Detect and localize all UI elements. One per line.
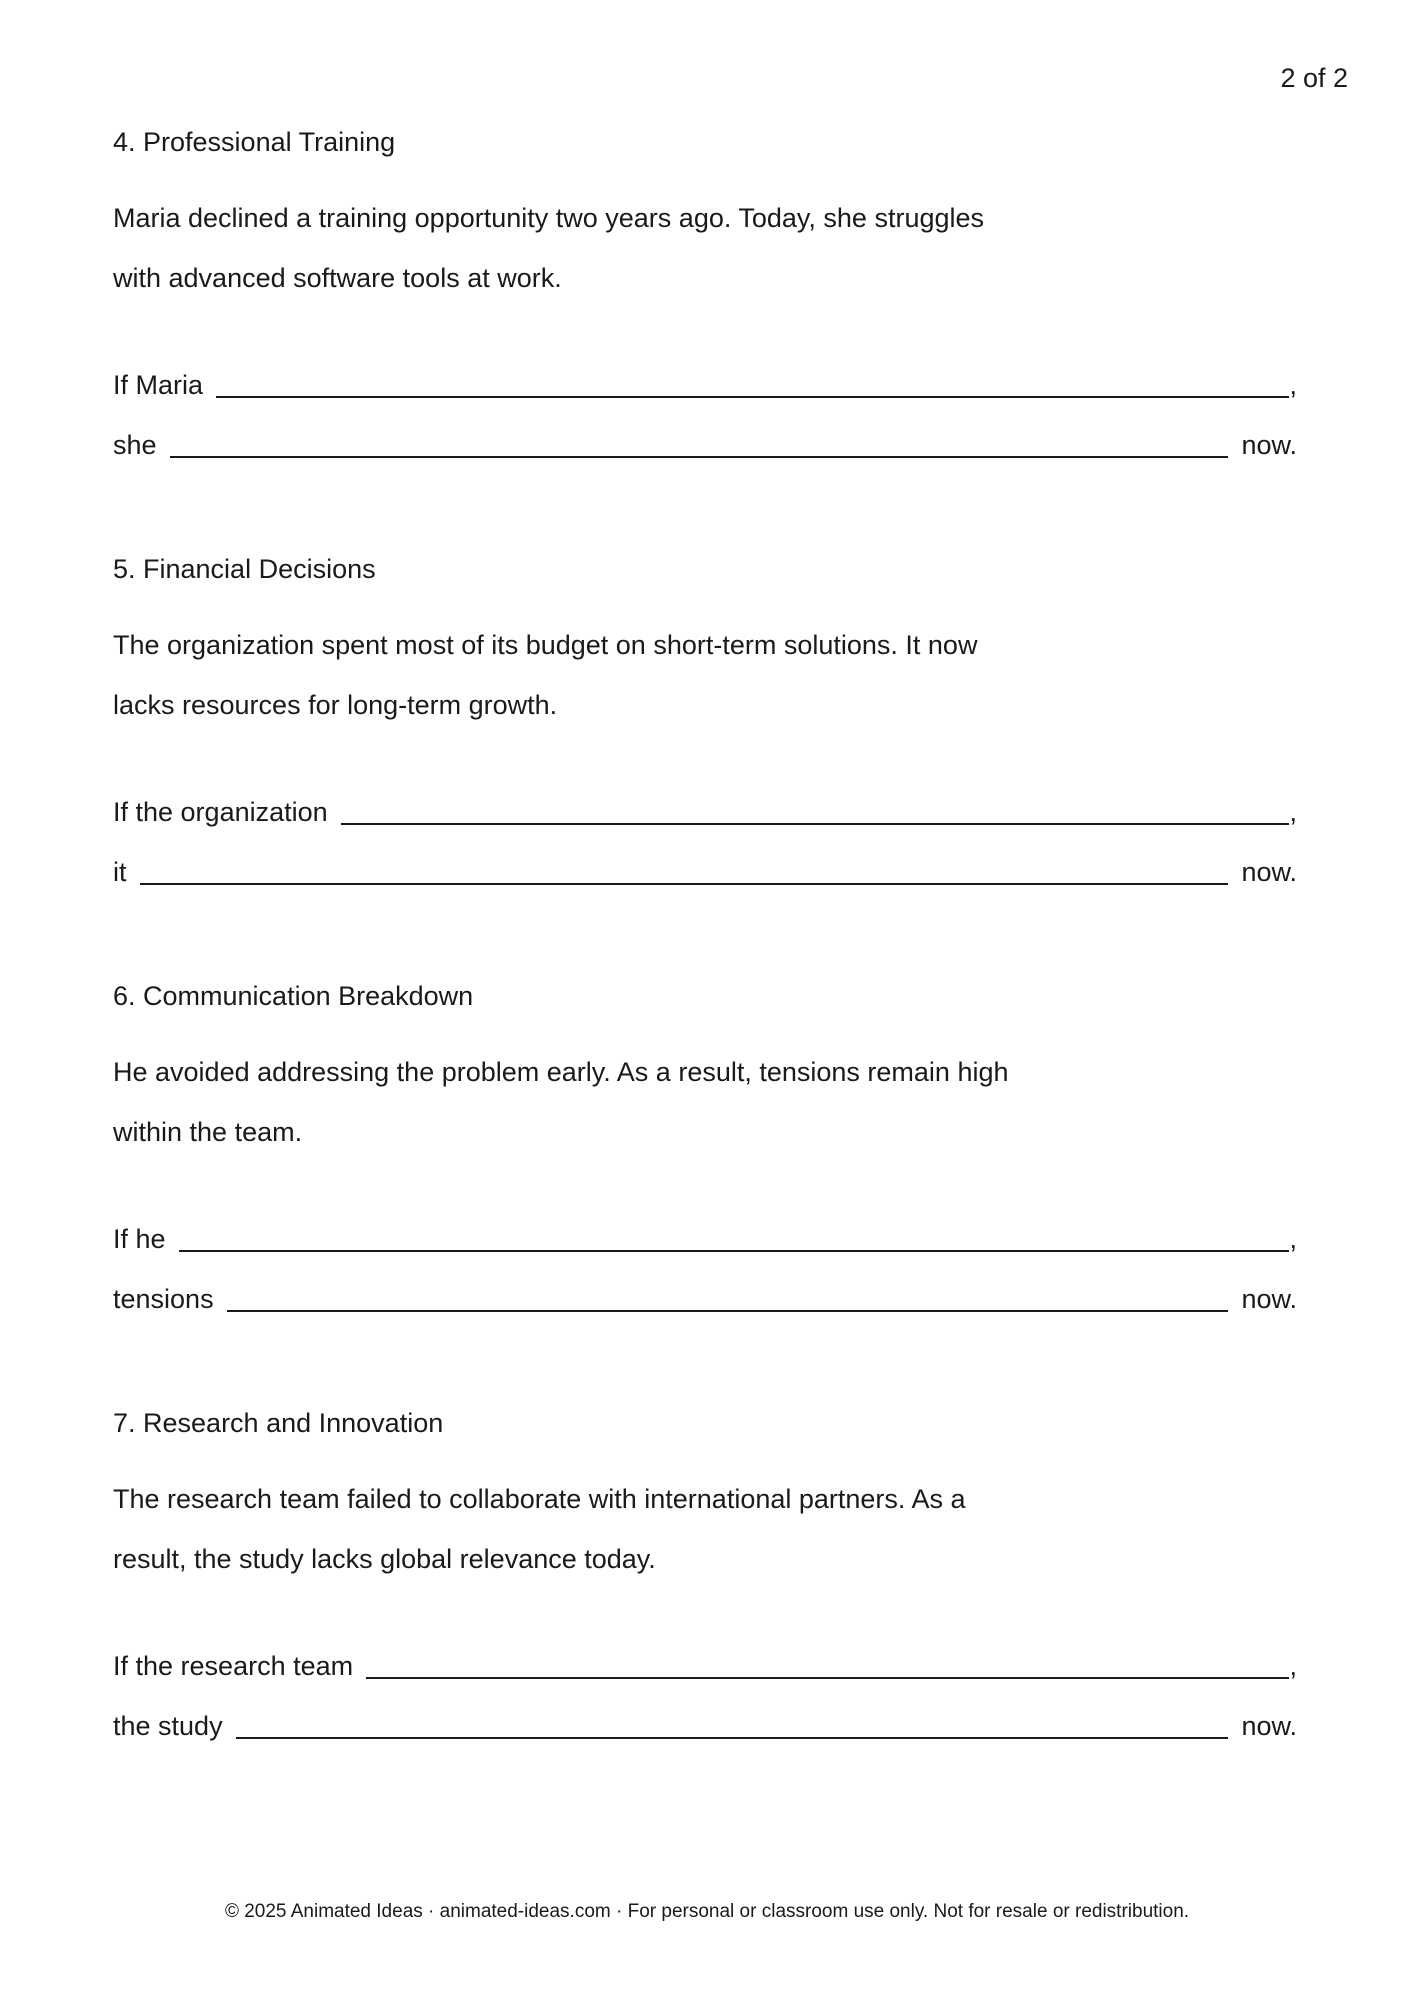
scenario-line-1: The research team failed to collaborate with international partners. As a bbox=[113, 1484, 966, 1514]
if-clause-row bbox=[113, 782, 1297, 842]
if-clause-prefix: If the research team bbox=[113, 1651, 354, 1681]
exercise-section-6 bbox=[113, 966, 1297, 1329]
worksheet-content bbox=[113, 112, 1297, 1820]
exercise-section-4 bbox=[113, 112, 1297, 475]
answer-blank-line bbox=[236, 1737, 1229, 1739]
result-clause-prefix: the study bbox=[113, 1711, 223, 1741]
result-clause-row bbox=[113, 842, 1297, 902]
scenario-line-2: lacks resources for long-term growth. bbox=[113, 690, 558, 720]
result-clause-prefix: tensions bbox=[113, 1284, 214, 1314]
scenario-text bbox=[113, 188, 1297, 308]
fill-in-blanks bbox=[113, 355, 1297, 475]
clause-suffix: , bbox=[1289, 797, 1297, 827]
scenario-line-1: The organization spent most of its budget on short-term solutions. It now bbox=[113, 630, 978, 660]
fill-in-blanks bbox=[113, 1209, 1297, 1329]
if-clause-prefix: If the organization bbox=[113, 797, 328, 827]
scenario-text bbox=[113, 1042, 1297, 1162]
if-clause-row bbox=[113, 355, 1297, 415]
answer-blank-line bbox=[140, 883, 1229, 885]
exercise-title: 6. Communication Breakdown bbox=[113, 981, 474, 1011]
scenario-line-2: with advanced software tools at work. bbox=[113, 263, 562, 293]
clause-suffix: , bbox=[1289, 1651, 1297, 1681]
result-clause-row bbox=[113, 415, 1297, 475]
fill-in-blanks bbox=[113, 782, 1297, 902]
fill-in-blanks bbox=[113, 1636, 1297, 1756]
exercise-section-7 bbox=[113, 1393, 1297, 1756]
scenario-line-2: within the team. bbox=[113, 1117, 303, 1147]
exercise-title: 7. Research and Innovation bbox=[113, 1408, 444, 1438]
scenario-text bbox=[113, 1469, 1297, 1589]
answer-blank-line bbox=[179, 1250, 1290, 1252]
scenario-line-1: Maria declined a training opportunity two years ago. Today, she struggles bbox=[113, 203, 985, 233]
clause-suffix: now. bbox=[1241, 1711, 1297, 1741]
clause-suffix: now. bbox=[1241, 857, 1297, 887]
clause-suffix: now. bbox=[1241, 1284, 1297, 1314]
clause-suffix: , bbox=[1289, 1224, 1297, 1254]
clause-suffix: , bbox=[1289, 370, 1297, 400]
if-clause-prefix: If Maria bbox=[113, 370, 204, 400]
exercise-title: 4. Professional Training bbox=[113, 127, 396, 157]
result-clause-prefix: she bbox=[113, 430, 157, 460]
footer-copyright: © 2025 Animated Ideas · animated-ideas.com · For personal or classroom use only. Not for resale or redistribution. bbox=[224, 1901, 1190, 1922]
answer-blank-line bbox=[227, 1310, 1229, 1312]
scenario-line-2: result, the study lacks global relevance today. bbox=[113, 1544, 656, 1574]
answer-blank-line bbox=[366, 1677, 1289, 1679]
page-number: 2 of 2 bbox=[1280, 63, 1348, 93]
result-clause-prefix: it bbox=[113, 857, 127, 887]
answer-blank-line bbox=[341, 823, 1290, 825]
if-clause-row bbox=[113, 1209, 1297, 1269]
if-clause-row bbox=[113, 1636, 1297, 1696]
answer-blank-line bbox=[170, 456, 1229, 458]
exercise-title: 5. Financial Decisions bbox=[113, 554, 376, 584]
scenario-text bbox=[113, 615, 1297, 735]
exercise-section-5 bbox=[113, 539, 1297, 902]
answer-blank-line bbox=[216, 396, 1289, 398]
result-clause-row bbox=[113, 1696, 1297, 1756]
clause-suffix: now. bbox=[1241, 430, 1297, 460]
if-clause-prefix: If he bbox=[113, 1224, 166, 1254]
scenario-line-1: He avoided addressing the problem early. As a result, tensions remain high bbox=[113, 1057, 1009, 1087]
result-clause-row bbox=[113, 1269, 1297, 1329]
